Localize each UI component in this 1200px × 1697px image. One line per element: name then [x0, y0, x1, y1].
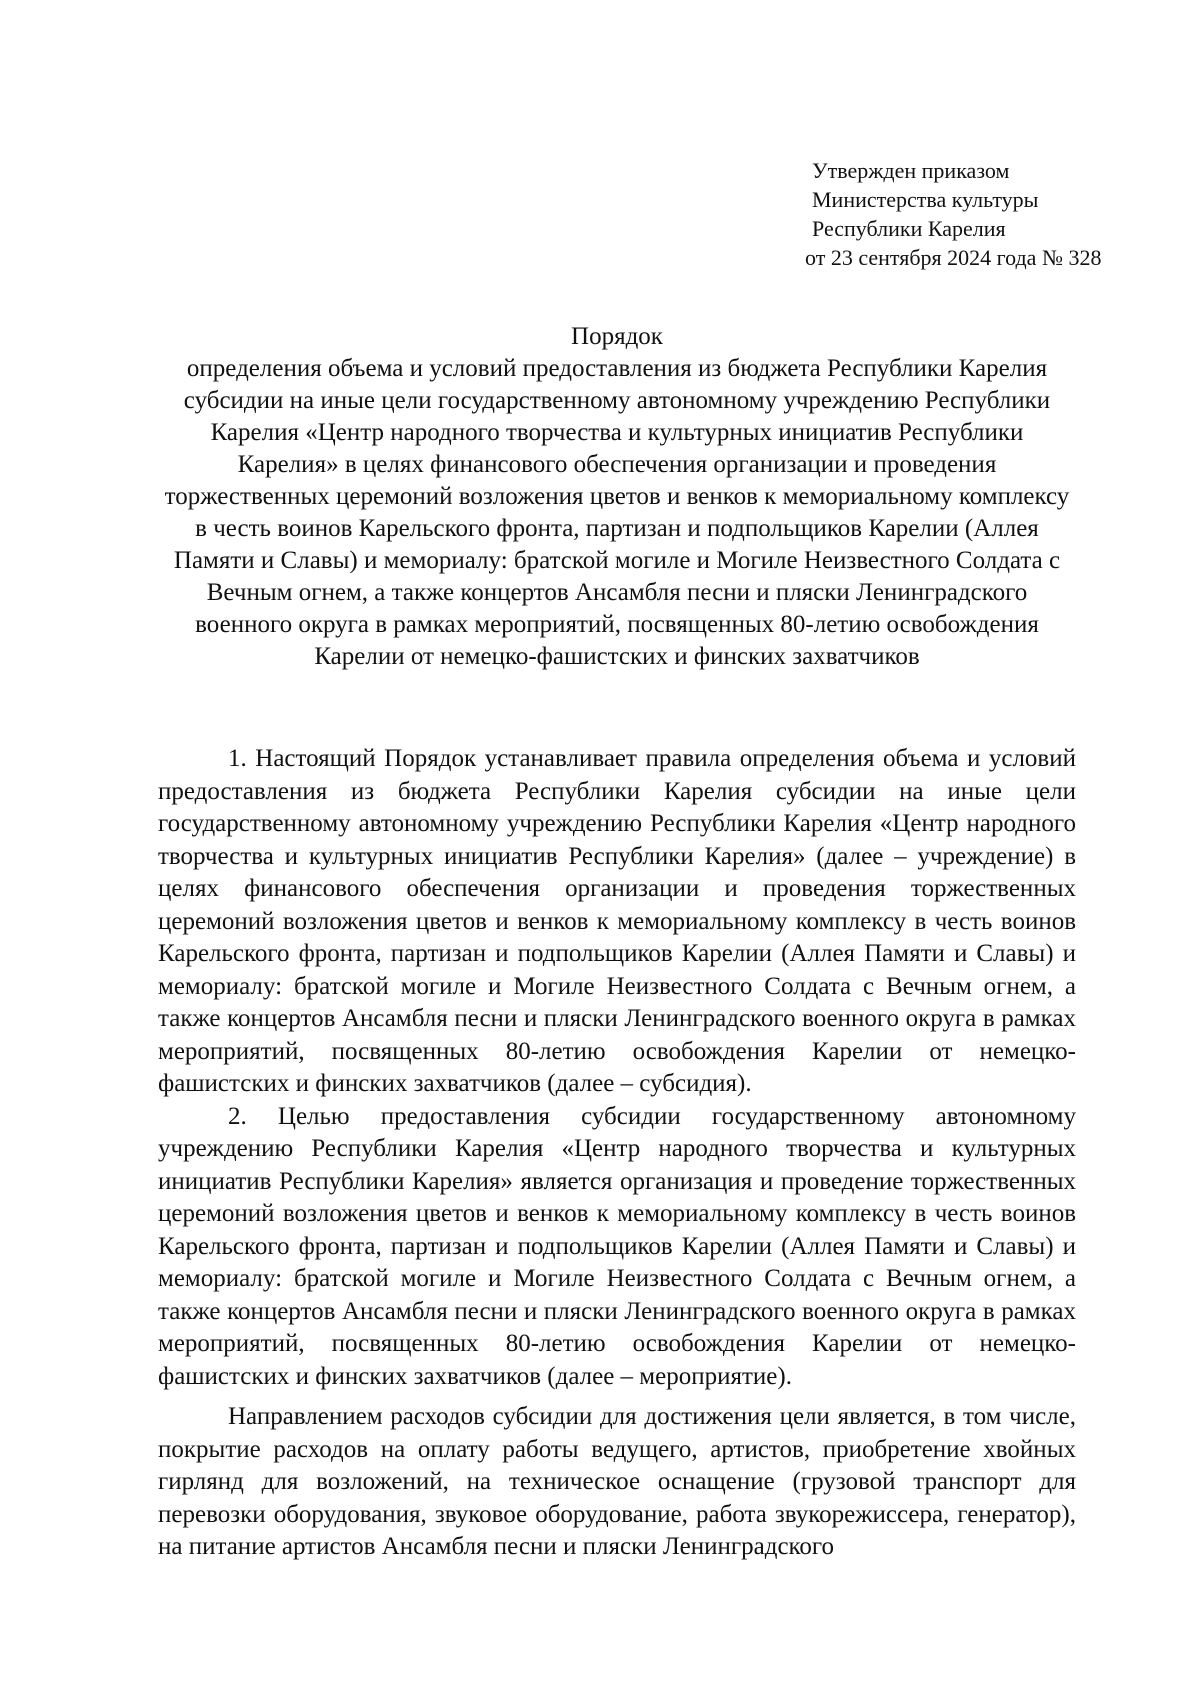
document-body	[158, 743, 1076, 1564]
paragraph-1: 1. Настоящий Порядок устанавливает правила определения объема и условий предоставления из бюджета Республики Карелия субсидии на иные цели государственному автономному учреждению Республики Карелия «Центр народного творчества и культурных инициатив Республики Карелия» (далее – учреждение) в целях финансового обеспечения организации и проведения торжественных церемоний возложения цветов и венков к мемориальному комплексу в честь воинов Карельского фронта, партизан и подпольщиков Карелии (Аллея Памяти и Славы) и мемориалу: братской могиле и Могиле Неизвестного Солдата с Вечным огнем, а также концертов Ансамбля песни и пляски Ленинградского военного округа в рамках мероприятий, посвященных 80-летию освобождения Карелии от немецко-фашистских и финских захватчиков (далее – субсидия).	[158, 745, 1076, 1097]
paragraph-2: 2. Целью предоставления субсидии государственному автономному учреждению Республики Карелия «Центр народного творчества и культурных инициатив Республики Карелия» является организация и проведение торжественных церемоний возложения цветов и венков к мемориальному комплексу в честь воинов Карельского фронта, партизан и подпольщиков Карелии (Аллея Памяти и Славы) и мемориалу: братской могиле и Могиле Неизвестного Солдата с Вечным огнем, а также концертов Ансамбля песни и пляски Ленинградского военного округа в рамках мероприятий, посвященных 80-летию освобождения Карелии от немецко-фашистских и финских захватчиков (далее – мероприятие).	[158, 1102, 1076, 1390]
approval-line-3: Республики Карелия	[812, 216, 1006, 241]
approval-line-4: от 23 сентября 2024 года № 328	[805, 245, 1102, 270]
title-text: определения объема и условий предоставления из бюджета Республики Карелия субсидии на иные цели государственному автономному учреждению Республики Карелия «Центр народного творчества и культурных инициатив Республики Карелия» в целях финансового обеспечения организации и проведения торжественных церемоний возложения цветов и венков к мемориальному комплексу в честь воинов Карельского фронта, партизан и подпольщиков Карелии (Аллея Памяти и Славы) и мемориалу: братской могиле и Могиле Неизвестного Солдата с Вечным огнем, а также концертов Ансамбля песни и пляски Ленинградского военного округа в рамках мероприятий, посвященных 80-летию освобождения Карелии от немецко-фашистских и финских захватчиков	[164, 355, 1070, 670]
approval-line-1: Утвержден приказом	[812, 158, 1010, 183]
paragraph-3: Направлением расходов субсидии для достижения цели является, в том числе, покрытие расходов на оплату работы ведущего, артистов, приобретение хвойных гирлянд для возложений, на техническое оснащение (грузовой транспорт для перевозки оборудования, звуковое оборудование, работа звукорежиссера, генератор), на питание артистов Ансамбля песни и пляски Ленинградского	[158, 1403, 1076, 1560]
title-heading: Порядок	[571, 323, 663, 350]
document-title	[158, 321, 1076, 673]
approval-line-2: Министерства культуры	[812, 187, 1039, 212]
approval-stamp	[805, 156, 1152, 272]
